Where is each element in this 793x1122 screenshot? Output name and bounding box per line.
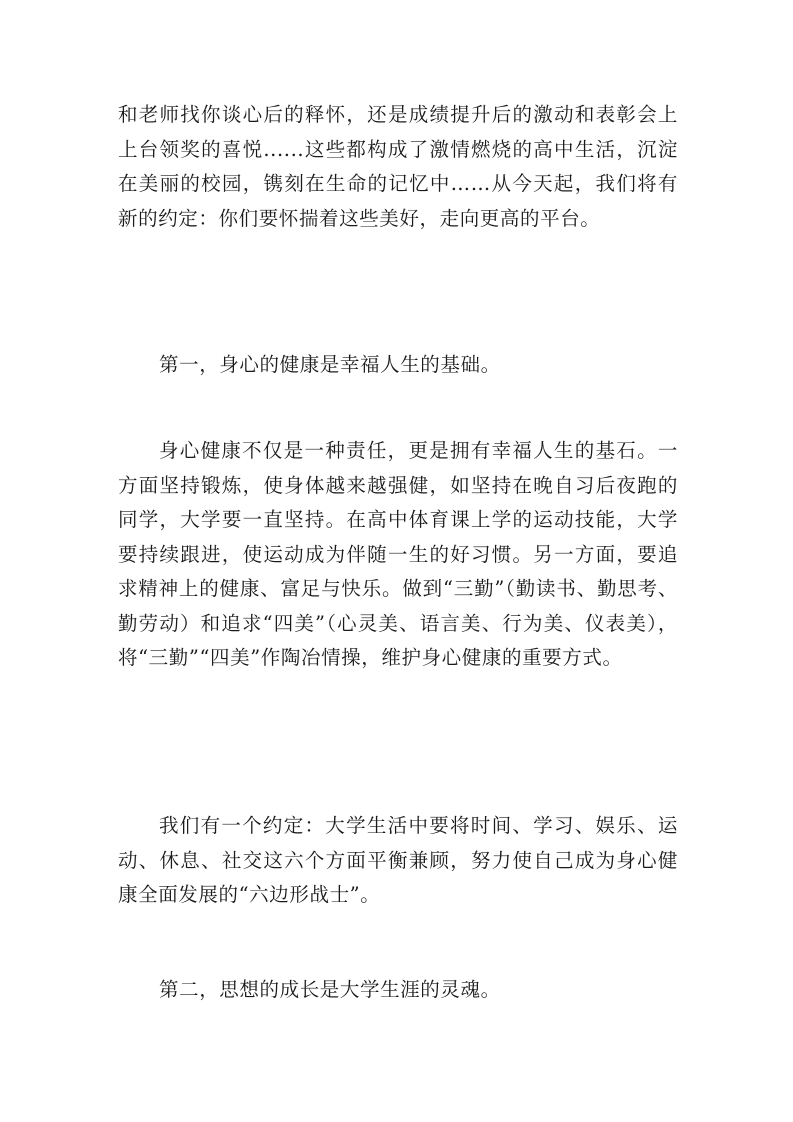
section-heading-1: 第一，身心的健康是幸福人生的基础。 — [159, 353, 501, 376]
paragraph-continuation: 和老师找你谈心后的释怀，还是成绩提升后的激动和表彰会上上台领奖的喜悦......这些都构成了激情燃烧的高中生活，沉淀在美丽的校园，镌刻在生命的记忆中……从今天起，我们将有新的约定：你们要怀揣着这些美好，走向更高的平台。 — [118, 103, 678, 230]
section-heading-2: 第二，思想的成长是大学生涯的灵魂。 — [159, 978, 501, 1001]
paragraph-health: 身心健康不仅是一种责任，更是拥有幸福人生的基石。一方面坚持锻炼，使身体越来越强健，如坚持在晚自习后夜跑的同学，大学要一直坚持。在高中体育课上学的运动技能，大学要持续跟进，使运动成为伴随一生的好习惯。另一方面，要追求精神上的健康、富足与快乐。做到“三勤”（勤读书、勤思考、勤劳动）和追求“四美”（心灵美、语言美、行为美、仪表美），将“三勤”“四美”作陶冶情操，维护身心健康的重要方式。 — [118, 439, 678, 669]
paragraph-agreement: 我们有一个约定：大学生活中要将时间、学习、娱乐、运动、休息、社交这六个方面平衡兼顾，努力使自己成为身心健康全面发展的“六边形战士”。 — [118, 814, 678, 906]
